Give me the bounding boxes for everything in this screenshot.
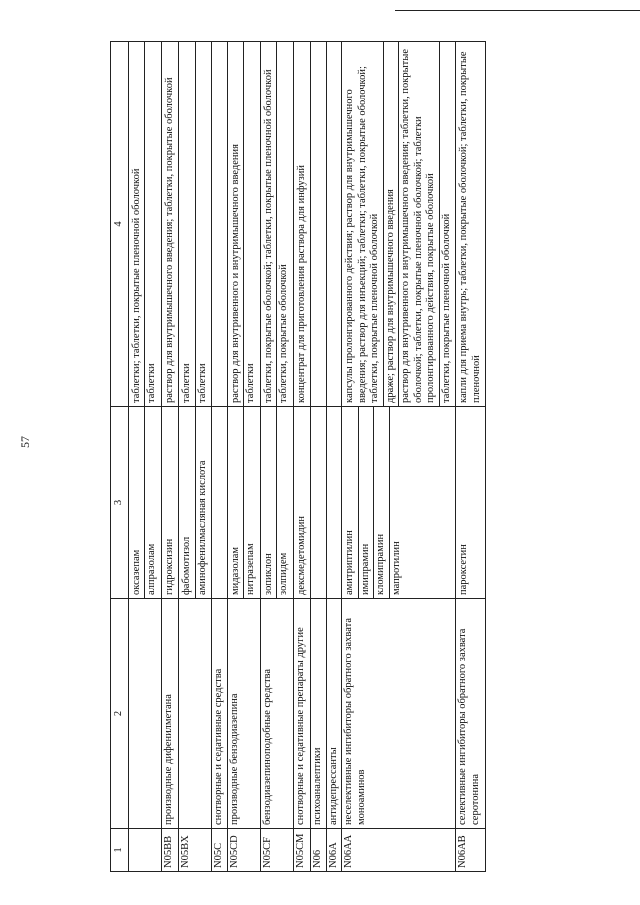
atc-code-cell: N06AB bbox=[456, 829, 486, 872]
drug-names-cell bbox=[311, 407, 327, 599]
atc-code-cell bbox=[128, 829, 161, 872]
drug-name: дексмедетомидин bbox=[295, 515, 307, 595]
dosage-forms: капли для приема внутрь; таблетки, покрытые оболочкой; таблетки, покрытые пленочной bbox=[458, 51, 482, 403]
drug-names-cell bbox=[326, 407, 342, 599]
atc-code-cell: N05BX bbox=[179, 829, 212, 872]
dosage-forms-cell bbox=[326, 42, 342, 407]
atc-code-cell: N05CF bbox=[260, 829, 293, 872]
group-cell bbox=[179, 599, 212, 829]
drug-names-cell bbox=[227, 407, 260, 599]
drug-names-cell bbox=[128, 407, 161, 599]
header-cell: 4 bbox=[111, 42, 129, 407]
drug-name: гидроксизин bbox=[163, 538, 175, 595]
dosage-forms: таблетки bbox=[181, 363, 192, 403]
atc-code-cell: N05BB bbox=[161, 829, 179, 872]
table-row bbox=[326, 42, 342, 872]
drug-names-cell bbox=[342, 407, 456, 599]
header-row bbox=[111, 42, 129, 872]
drug-names-cell bbox=[212, 407, 228, 599]
table-row bbox=[311, 42, 327, 872]
drug-names-cell bbox=[260, 407, 293, 599]
table-row bbox=[260, 42, 293, 872]
dosage-forms-cell bbox=[311, 42, 327, 407]
drug-name: оксазепам bbox=[130, 549, 142, 595]
atc-code-cell: N06 bbox=[311, 829, 327, 872]
dosage-forms: концентрат для приготовления раствора для инфузий bbox=[295, 165, 307, 403]
table-row bbox=[293, 42, 311, 872]
dosage-forms: таблетки bbox=[243, 42, 259, 406]
dosage-forms: драже; раствор для внутримышечного введения bbox=[383, 42, 399, 406]
dosage-forms-cell bbox=[161, 42, 179, 407]
drug-name: мапротилин bbox=[389, 407, 405, 598]
dosage-forms: капсулы пролонгированного действия; раствор для внутримышечного введения; раствор для инъекций; таблетки; таблетки, покрытые оболочкой; таблетки, покрытые пленочной оболочкой bbox=[344, 66, 380, 403]
dosage-forms: раствор для внутривенного и внутримышечного введения bbox=[229, 144, 241, 403]
dosage-forms-cell bbox=[342, 42, 456, 407]
drug-name: пароксетин bbox=[458, 544, 469, 595]
drug-table bbox=[110, 41, 486, 872]
table-row bbox=[456, 42, 486, 872]
table-row bbox=[342, 42, 456, 872]
drug-name: имипрамин bbox=[358, 407, 374, 598]
table-row bbox=[212, 42, 228, 872]
drug-name: аминофенилмасляная кислота bbox=[195, 407, 211, 598]
dosage-forms-cell bbox=[293, 42, 311, 407]
drug-names-cell bbox=[456, 407, 486, 599]
group-cell bbox=[128, 599, 161, 829]
group-cell: селективные ингибиторы обратного захвата серотонина bbox=[456, 599, 486, 829]
dosage-forms-cell bbox=[128, 42, 161, 407]
dosage-forms-cell bbox=[227, 42, 260, 407]
dosage-forms: таблетки bbox=[144, 42, 160, 406]
header-cell: 3 bbox=[111, 407, 129, 599]
dosage-forms: раствор для внутримышечного введения; таблетки, покрытые оболочкой bbox=[163, 77, 175, 403]
atc-code-cell: N05CM bbox=[293, 829, 311, 872]
drug-names-cell bbox=[293, 407, 311, 599]
drug-name: амитриптилин bbox=[344, 530, 355, 595]
group-cell: неселективные ингибиторы обратного захвата моноаминов bbox=[342, 599, 456, 829]
drug-name: мидазолам bbox=[229, 546, 241, 595]
group-cell: снотворные и седативные препараты другие bbox=[293, 599, 311, 829]
dosage-forms-cell bbox=[260, 42, 293, 407]
atc-code-cell: N05CD bbox=[227, 829, 260, 872]
rotated-page bbox=[110, 42, 595, 872]
atc-code-cell: N05C bbox=[212, 829, 228, 872]
dosage-forms-cell bbox=[212, 42, 228, 407]
dosage-forms-cell bbox=[456, 42, 486, 407]
group-cell: снотворные и седативные средства bbox=[212, 599, 228, 829]
dosage-forms-cell bbox=[179, 42, 212, 407]
group-cell: производные бензодиазепина bbox=[227, 599, 260, 829]
table-row bbox=[128, 42, 161, 872]
drug-name: кломипрамин bbox=[373, 407, 389, 598]
dosage-forms: таблетки; таблетки, покрытые пленочной оболочкой bbox=[130, 168, 142, 403]
table-row bbox=[227, 42, 260, 872]
atc-code-cell: N06AA bbox=[342, 829, 456, 872]
drug-name: алпразолам bbox=[144, 407, 160, 598]
group-cell: антидепрессанты bbox=[326, 599, 342, 829]
drug-names-cell bbox=[161, 407, 179, 599]
drug-name: золпидем bbox=[276, 407, 292, 598]
table-row bbox=[179, 42, 212, 872]
drug-name: зопиклон bbox=[262, 553, 274, 595]
group-cell: психоаналептики bbox=[311, 599, 327, 829]
atc-code-cell: N06A bbox=[326, 829, 342, 872]
group-cell: бензодиазепиноподобные средства bbox=[260, 599, 293, 829]
dosage-forms: таблетки bbox=[195, 42, 211, 406]
drug-name: фабомотизол bbox=[181, 536, 192, 595]
table-row bbox=[161, 42, 179, 872]
drug-name: нитразепам bbox=[243, 407, 259, 598]
dosage-forms: таблетки, покрытые оболочкой; таблетки, покрытые пленочной оболочкой bbox=[262, 69, 274, 403]
group-cell: производные дифенилметана bbox=[161, 599, 179, 829]
header-cell: 1 bbox=[111, 829, 129, 872]
dosage-forms: раствор для внутривенного и внутримышечного введения; таблетки, покрытые оболочкой; таблетки, покрытые пленочной оболочкой; таблетки пролонгированного действия, покрытые оболочкой bbox=[398, 42, 439, 406]
dosage-forms: таблетки, покрытые оболочкой bbox=[276, 42, 292, 406]
top-rule bbox=[395, 10, 640, 11]
page-number: 57 bbox=[18, 436, 32, 448]
dosage-forms: таблетки, покрытые пленочной оболочкой bbox=[439, 42, 455, 406]
header-cell: 2 bbox=[111, 599, 129, 829]
drug-names-cell bbox=[179, 407, 212, 599]
